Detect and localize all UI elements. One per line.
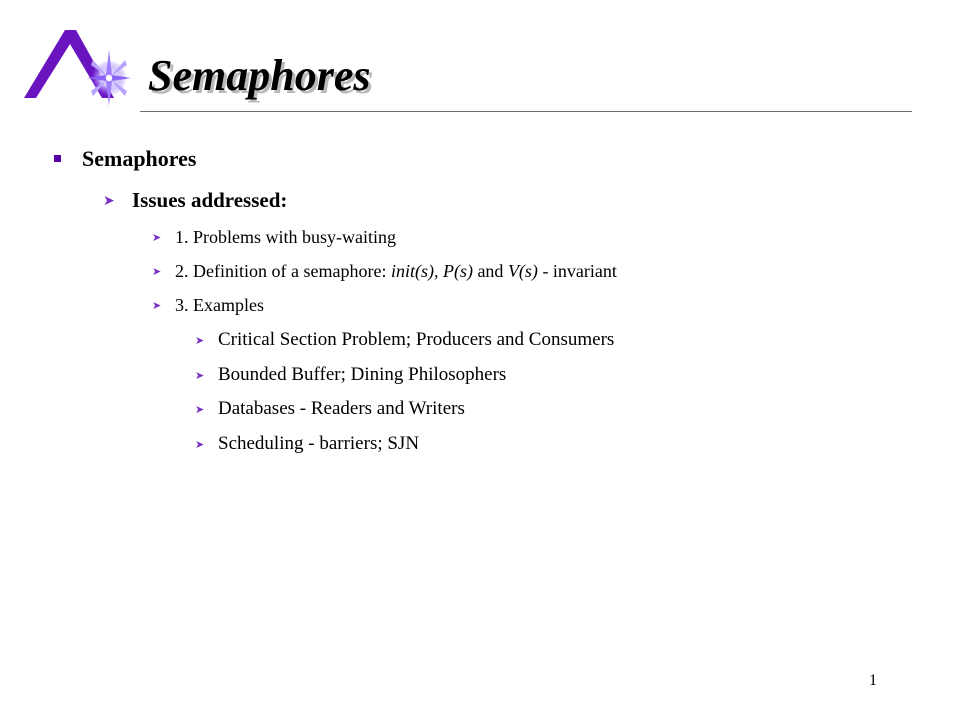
chevron-right-bullet-icon: ➤: [152, 266, 162, 278]
issue-item-2-init: init(s), P(s): [390, 261, 473, 281]
chevron-right-bullet-icon: ➤: [195, 439, 205, 451]
issue-item-2: [152, 261, 617, 282]
chevron-right-bullet-icon: ➤: [195, 404, 205, 416]
example-item-1: [195, 329, 615, 351]
bullet-level2: [103, 188, 288, 213]
chevron-right-bullet-icon: ➤: [195, 370, 205, 382]
example-item-2: [195, 364, 507, 386]
example-item-2-text: Bounded Buffer; Dining Philosophers: [218, 364, 507, 385]
example-item-4: [195, 433, 420, 455]
bullet-level2-text: Issues addressed:: [132, 188, 288, 212]
issue-item-1-text: 1. Problems with busy-waiting: [175, 227, 396, 247]
issue-item-2-v: V(s): [507, 261, 538, 281]
issue-item-3: [152, 295, 264, 316]
chevron-right-bullet-icon: ➤: [195, 335, 205, 347]
example-item-3: [195, 398, 465, 420]
issue-item-1: [152, 227, 396, 248]
example-item-3-text: Databases - Readers and Writers: [218, 398, 465, 419]
bullet-level1-text: Semaphores: [82, 146, 197, 171]
example-item-4-text: Scheduling - barriers; SJN: [218, 433, 420, 454]
example-item-1-text: Critical Section Problem; Producers and Consumers: [218, 329, 615, 350]
issue-item-2-prefix: 2. Definition of a semaphore:: [175, 261, 391, 281]
chevron-right-bullet-icon: ➤: [152, 300, 162, 312]
page-number: 1: [869, 672, 877, 689]
issue-item-2-and: and: [472, 261, 508, 281]
chevron-right-bullet-icon: ➤: [103, 194, 115, 209]
chevron-right-bullet-icon: ➤: [152, 232, 162, 244]
square-bullet-icon: [54, 155, 61, 162]
issue-item-2-suffix: - invariant: [537, 261, 617, 281]
slide-title: Semaphores: [148, 51, 371, 100]
bullet-level1: [82, 146, 197, 172]
issue-item-3-text: 3. Examples: [175, 295, 264, 315]
